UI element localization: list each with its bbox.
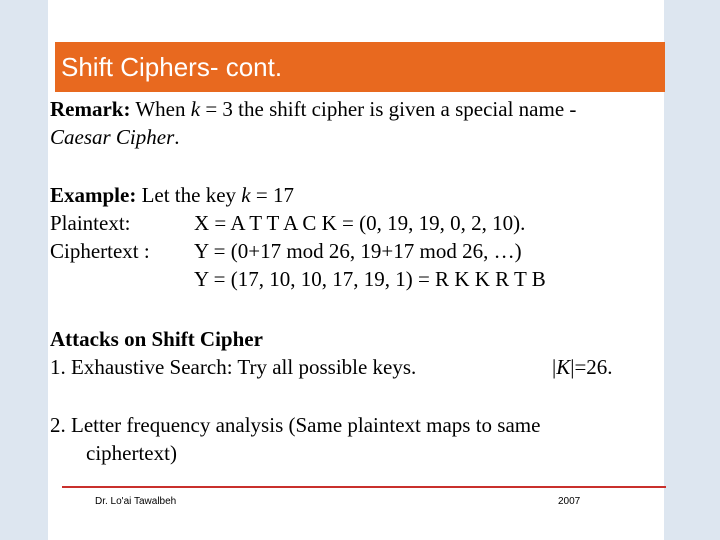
example-label: Example: <box>50 183 137 207</box>
attack-item-1: 1. Exhaustive Search: Try all possible keys. <box>50 355 417 379</box>
ciphertext-label: Ciphertext : <box>50 239 150 263</box>
attacks-heading <box>50 326 263 352</box>
remark-period: . <box>174 125 180 149</box>
slide-title: Shift Ciphers- cont. <box>61 52 283 82</box>
example-text-a: Let the key <box>136 183 242 207</box>
remark-text-a: When <box>130 97 191 121</box>
footer-author: Dr. Lo'ai Tawalbeh <box>95 496 177 507</box>
footer-year: 2007 <box>558 496 581 507</box>
caesar-cipher-name: Caesar Cipher <box>50 125 175 149</box>
ciphertext-value-1: Y = (0+17 mod 26, 19+17 mod 26, …) <box>194 239 522 263</box>
plaintext-value: X = A T T A C K = (0, 19, 19, 0, 2, 10). <box>194 211 526 235</box>
key-space-size <box>552 354 613 380</box>
remark-text-b: = 3 the shift cipher is given a special name - <box>200 97 577 121</box>
example-k: k <box>241 183 251 207</box>
example-line <box>50 182 294 208</box>
ciphertext-value-2: Y = (17, 10, 10, 17, 19, 1) = R K K R T B <box>194 267 546 291</box>
plaintext-label: Plaintext: <box>50 211 131 235</box>
example-text-b: = 17 <box>250 183 294 207</box>
remark-k: k <box>190 97 201 121</box>
attacks-heading-text: Attacks on Shift Cipher <box>50 327 263 351</box>
attack-item-2-line-2: ciphertext) <box>86 441 177 465</box>
right-margin-band <box>664 0 720 540</box>
footer-divider <box>62 486 666 488</box>
remark-line-1 <box>50 96 576 122</box>
left-margin-band <box>0 0 48 540</box>
keyspace-value: |=26. <box>570 355 613 379</box>
keyspace-bar-left: | <box>552 355 557 379</box>
attack-item-2-line-1: 2. Letter frequency analysis (Same plaintext maps to same <box>50 413 541 437</box>
remark-label: Remark: <box>50 97 131 121</box>
keyspace-k: K <box>556 355 571 379</box>
remark-line-2 <box>50 124 180 150</box>
